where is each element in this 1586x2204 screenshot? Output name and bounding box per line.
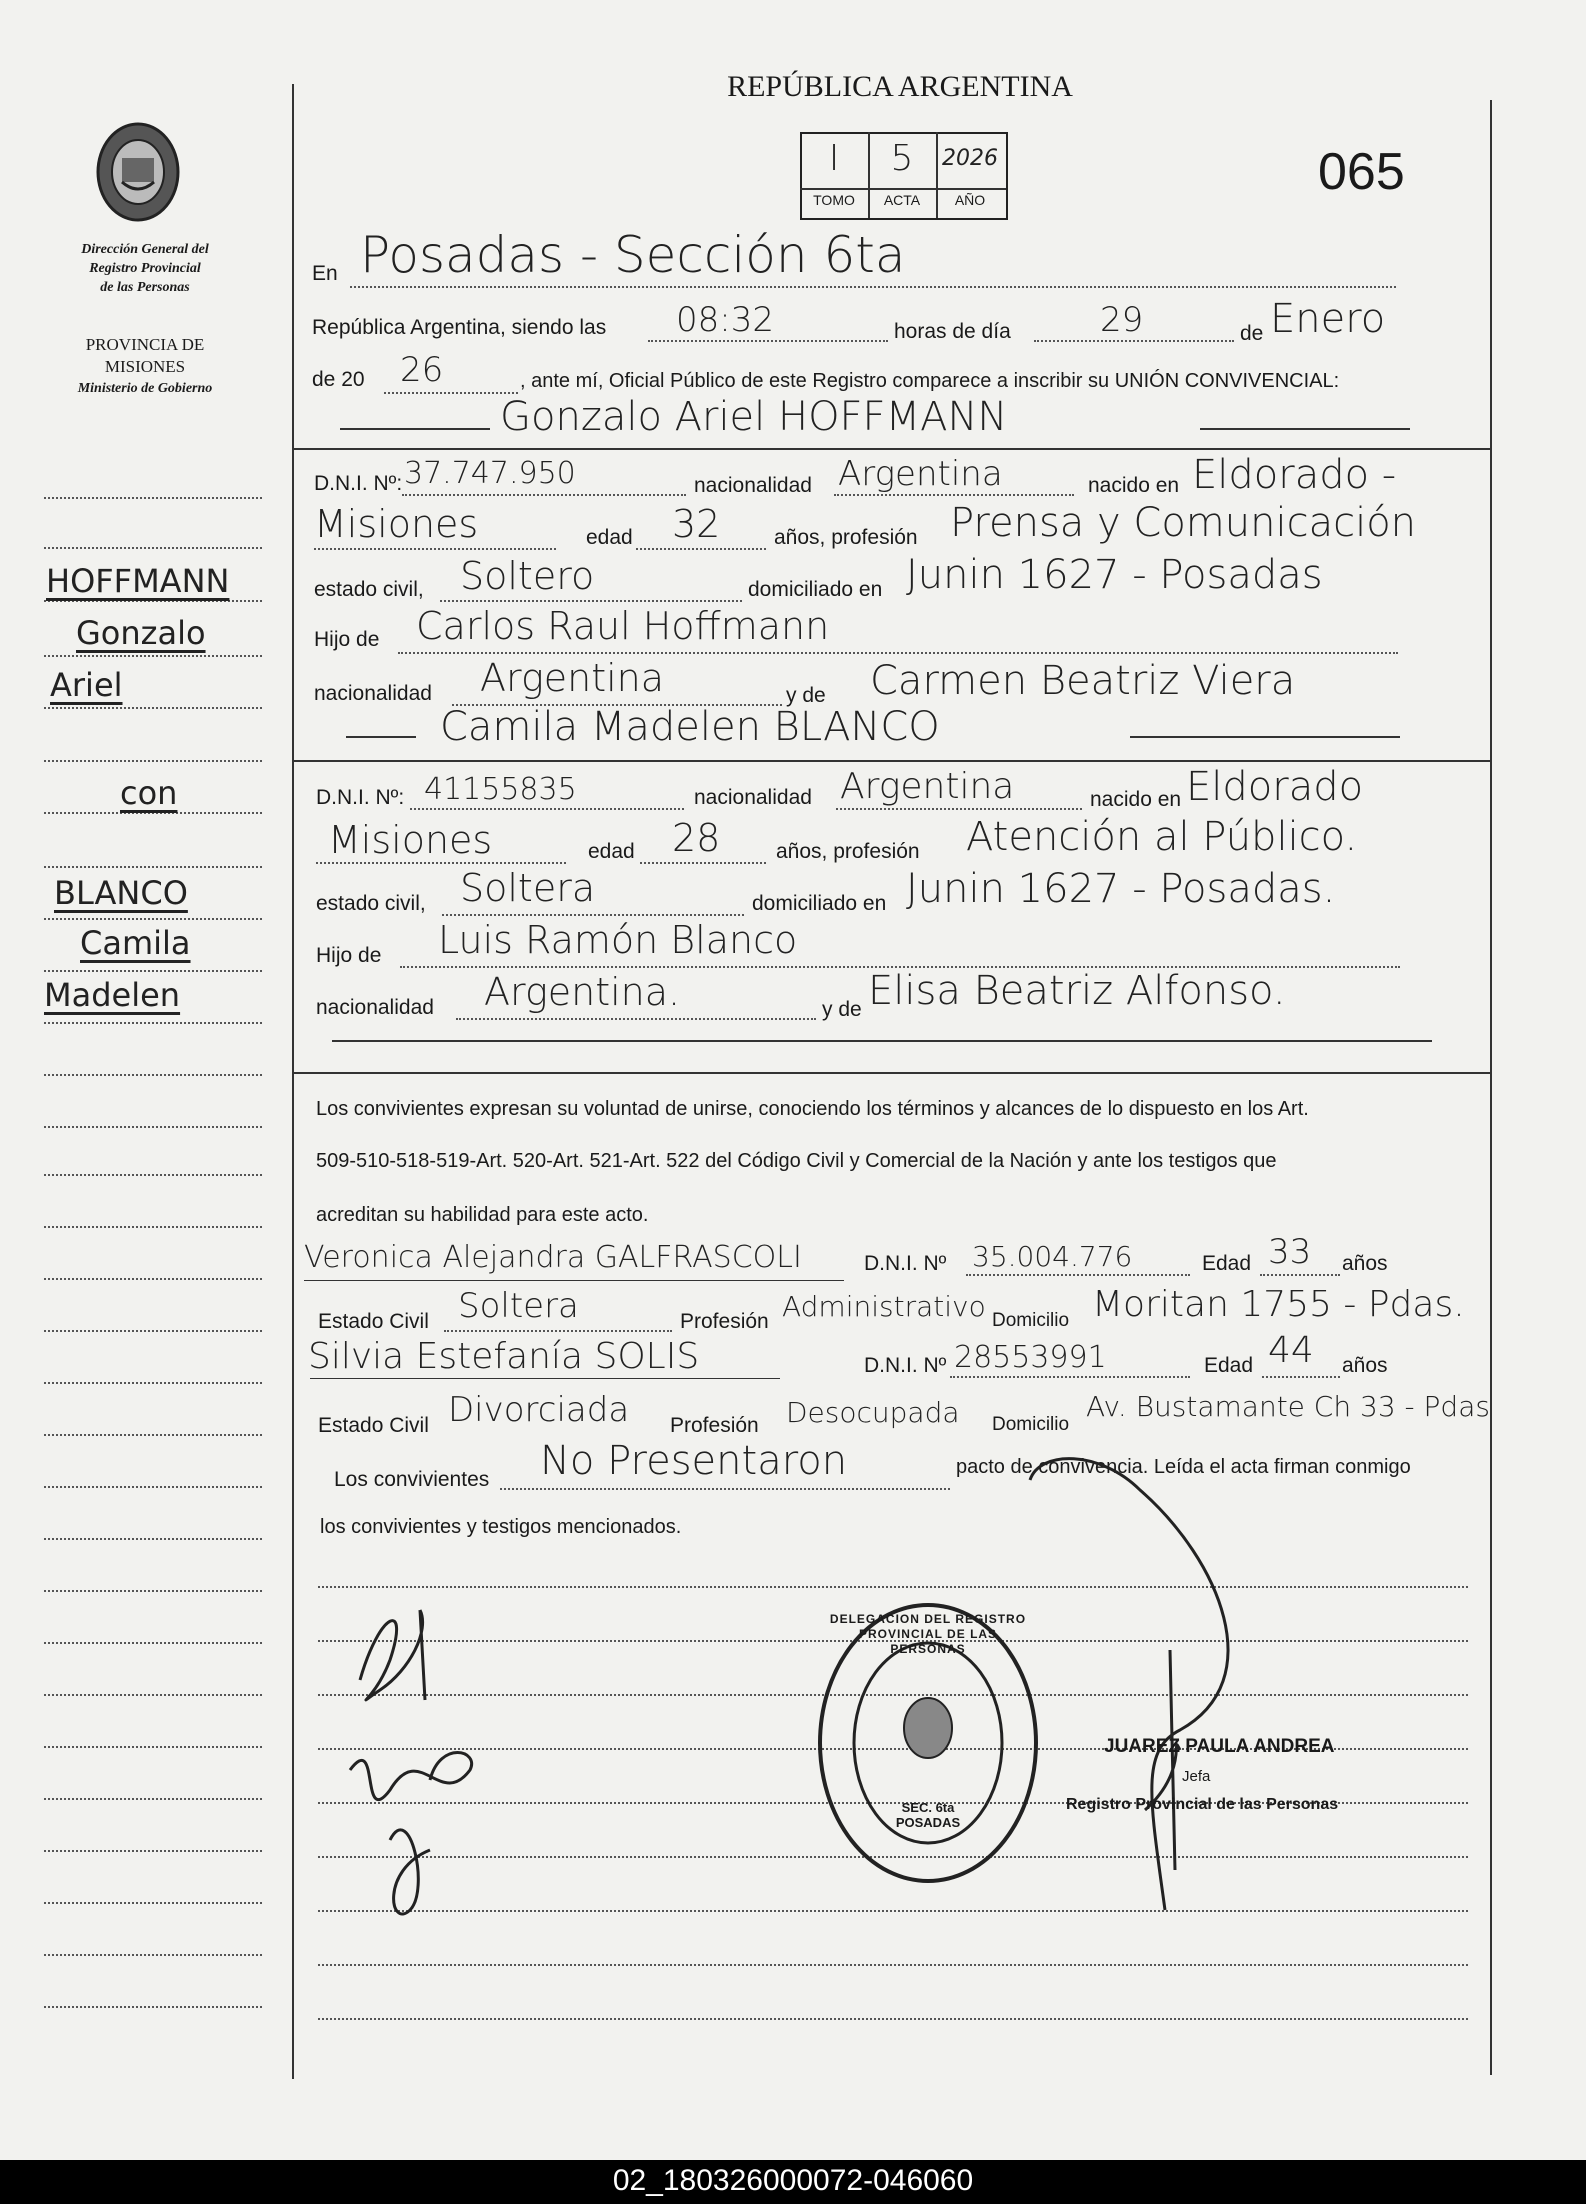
- p1-dni-label: D.N.I. Nº:: [314, 472, 403, 495]
- footer-code: 02_180326000072-046060: [612, 2164, 974, 2197]
- w1-domicilio-label: Domicilio: [992, 1310, 1070, 1331]
- p2-profesion-label: años, profesión: [776, 840, 920, 863]
- w2-dni-label: D.N.I. Nº: [864, 1354, 947, 1377]
- w2-anos-label: años: [1342, 1354, 1388, 1377]
- acta-year-value: 2026: [942, 146, 998, 171]
- w1-dni-label: D.N.I. Nº: [864, 1252, 947, 1275]
- pacto-text: pacto de convivencia. Leída el acta firman conmigo: [956, 1456, 1411, 1478]
- w1-profesion-label: Profesión: [680, 1310, 769, 1333]
- w1-estado-value: Soltera: [458, 1286, 579, 1326]
- p1-madre-value: Carmen Beatriz Viera: [870, 658, 1296, 704]
- p1-estado-label: estado civil,: [314, 578, 424, 601]
- p2-estado-label: estado civil,: [316, 892, 426, 915]
- p1-domicilio-label: domiciliado en: [748, 578, 883, 601]
- p2-padre-value: Luis Ramón Blanco: [438, 918, 798, 962]
- p2-estado-value: Soltera: [460, 866, 596, 910]
- p2-nacionalidad-value: Argentina: [840, 766, 1015, 807]
- legal-line-2: 509-510-518-519-Art. 520-Art. 521-Art. 522 del Código Civil y Comercial de la Nación y ante los testigos que: [316, 1150, 1277, 1172]
- w2-edad-value: 44: [1268, 1330, 1314, 1371]
- p1-nacido-label: nacido en: [1088, 474, 1180, 497]
- margin-name-2b: Madelen: [44, 976, 181, 1014]
- official-org: Registro Provincial de las Personas: [1066, 1796, 1339, 1813]
- official-signature: [1020, 1450, 1280, 1920]
- place-value: Posadas - Sección 6ta: [360, 226, 906, 284]
- tomo-label: TOMO: [813, 192, 855, 208]
- w1-anos-label: años: [1342, 1252, 1388, 1275]
- agency-line-3: de las Personas: [100, 280, 190, 295]
- p1-profesion-value: Prensa y Comunicación: [950, 500, 1417, 546]
- hours-label: horas de día: [894, 320, 1011, 343]
- main-frame-left: [292, 84, 294, 2079]
- w1-estado-label: Estado Civil: [318, 1310, 429, 1333]
- pacto-value: No Presentaron: [540, 1438, 848, 1484]
- w2-estado-value: Divorciada: [448, 1390, 630, 1430]
- p2-edad-label: edad: [588, 840, 635, 863]
- p1-nacido2-value: Misiones: [314, 502, 479, 546]
- closing-line-2: los convivientes y testigos mencionados.: [320, 1516, 682, 1538]
- p1-profesion-label: años, profesión: [774, 526, 918, 549]
- p2-domicilio-label: domiciliado en: [752, 892, 887, 915]
- w2-name: Silvia Estefanía SOLIS: [308, 1336, 700, 1377]
- p2-nacido-label: nacido en: [1090, 788, 1182, 811]
- p2-nacido-value: Eldorado: [1186, 764, 1364, 810]
- p1-edad-value: 32: [672, 502, 721, 546]
- p2-nacionalidad-label: nacionalidad: [694, 786, 812, 809]
- p1-edad-label: edad: [586, 526, 633, 549]
- page-number: 065: [1318, 143, 1405, 201]
- province-line-2: MISIONES: [104, 357, 186, 376]
- p2-domicilio-value: Junin 1627 - Posadas.: [906, 866, 1336, 912]
- en-label: En: [312, 262, 338, 285]
- p2-nacido2-value: Misiones: [328, 818, 493, 862]
- margin-con: con: [120, 774, 178, 812]
- day-value: 29: [1100, 300, 1144, 340]
- w2-estado-label: Estado Civil: [318, 1414, 429, 1437]
- country-title: REPÚBLICA ARGENTINA: [727, 70, 1073, 103]
- acta-tomo-value: I: [828, 138, 840, 179]
- w1-dni-value: 35.004.776: [972, 1240, 1133, 1273]
- p2-nac-padre-value: Argentina.: [484, 970, 681, 1014]
- w1-edad-label: Edad: [1202, 1252, 1252, 1275]
- statement-text: , ante mí, Oficial Público de este Registro comparece a inscribir su UNIÓN CONVIVENCIAL:: [520, 370, 1340, 392]
- rep-label: República Argentina, siendo las: [312, 316, 607, 339]
- province-block: [40, 334, 250, 400]
- anio-label: AÑO: [954, 192, 986, 208]
- p1-yde-label: y de: [786, 684, 826, 707]
- p1-padre-value: Carlos Raul Hoffmann: [416, 604, 830, 648]
- p1-nacido-value: Eldorado -: [1192, 452, 1397, 498]
- person2-fullname: Camila Madelen BLANCO: [440, 704, 940, 750]
- margin-name-2a: Camila: [80, 924, 191, 962]
- p1-domicilio-value: Junin 1627 - Posadas: [906, 552, 1323, 598]
- p2-nac-padre-label: nacionalidad: [316, 996, 434, 1019]
- p1-hijo-label: Hijo de: [314, 628, 380, 651]
- stamp-inner-text: SEC. 6ta POSADAS: [895, 1800, 961, 1830]
- p1-estado-value: Soltero: [460, 554, 595, 598]
- w2-edad-label: Edad: [1204, 1354, 1254, 1377]
- ministry-line: Ministerio de Gobierno: [77, 381, 213, 396]
- p1-nac-padre-label: nacionalidad: [314, 682, 432, 705]
- w2-domicilio-value: Av. Bustamante Ch 33 - Pdas: [1086, 1390, 1490, 1423]
- margin-name-1b: Ariel: [50, 666, 123, 704]
- month-value: Enero: [1270, 296, 1386, 342]
- p1-dni-value: 37.747.950: [404, 456, 576, 491]
- p2-dni-label: D.N.I. Nº:: [316, 786, 405, 809]
- p1-nacionalidad-value: Argentina: [838, 454, 1003, 494]
- year-value: 26: [400, 350, 444, 390]
- p2-edad-value: 28: [672, 816, 721, 860]
- margin-surname-2: BLANCO: [54, 874, 188, 912]
- main-frame-right: [1490, 100, 1492, 2075]
- p2-hijo-label: Hijo de: [316, 944, 382, 967]
- person1-fullname: Gonzalo Ariel HOFFMANN: [500, 394, 1008, 440]
- official-name: JUAREZ PAULA ANDREA: [1104, 1736, 1335, 1757]
- w1-profesion-value: Administrativo: [782, 1290, 986, 1323]
- w1-domicilio-value: Moritan 1755 - Pdas.: [1092, 1284, 1465, 1325]
- legal-line-3: acreditan su habilidad para este acto.: [316, 1204, 649, 1226]
- w2-profesion-label: Profesión: [670, 1414, 759, 1437]
- stamp-ring-text: DELEGACION DEL REGISTRO PROVINCIAL DE LAS PERSONAS: [829, 1612, 1027, 1656]
- w1-name: Veronica Alejandra GALFRASCOLI: [304, 1240, 802, 1275]
- w2-dni-value: 28553991: [954, 1340, 1107, 1375]
- province-seal-logo: [92, 118, 184, 226]
- p1-nacionalidad-label: nacionalidad: [694, 474, 812, 497]
- witness-signatures: [320, 1590, 520, 1930]
- de-label: de: [1240, 322, 1264, 345]
- convivientes-label: Los convivientes: [334, 1468, 490, 1491]
- w2-domicilio-label: Domicilio: [992, 1414, 1070, 1435]
- legal-line-1: Los convivientes expresan su voluntad de unirse, conociendo los términos y alcances de lo dispuesto en los Art.: [316, 1098, 1309, 1120]
- p2-profesion-value: Atención al Público.: [966, 814, 1358, 860]
- agency-line-2: Registro Provincial: [89, 261, 201, 276]
- p2-yde-label: y de: [822, 998, 862, 1021]
- p2-madre-value: Elisa Beatriz Alfonso.: [868, 968, 1286, 1014]
- margin-name-1a: Gonzalo: [76, 614, 206, 652]
- acta-label: ACTA: [883, 192, 921, 208]
- acta-number-value: 5: [890, 138, 914, 179]
- p1-nac-padre-value: Argentina: [480, 656, 665, 700]
- year-label: de 20: [312, 368, 365, 391]
- agency-block: [40, 240, 250, 297]
- official-title: Jefa: [1182, 1768, 1211, 1785]
- margin-surname-1: HOFFMANN: [46, 562, 230, 600]
- hour-value: 08:32: [676, 300, 774, 340]
- w1-edad-value: 33: [1268, 1232, 1312, 1272]
- w2-profesion-value: Desocupada: [786, 1396, 960, 1429]
- agency-line-1: Dirección General del: [81, 242, 209, 257]
- p2-dni-value: 41155835: [424, 772, 577, 807]
- province-line-1: PROVINCIA DE: [85, 335, 205, 354]
